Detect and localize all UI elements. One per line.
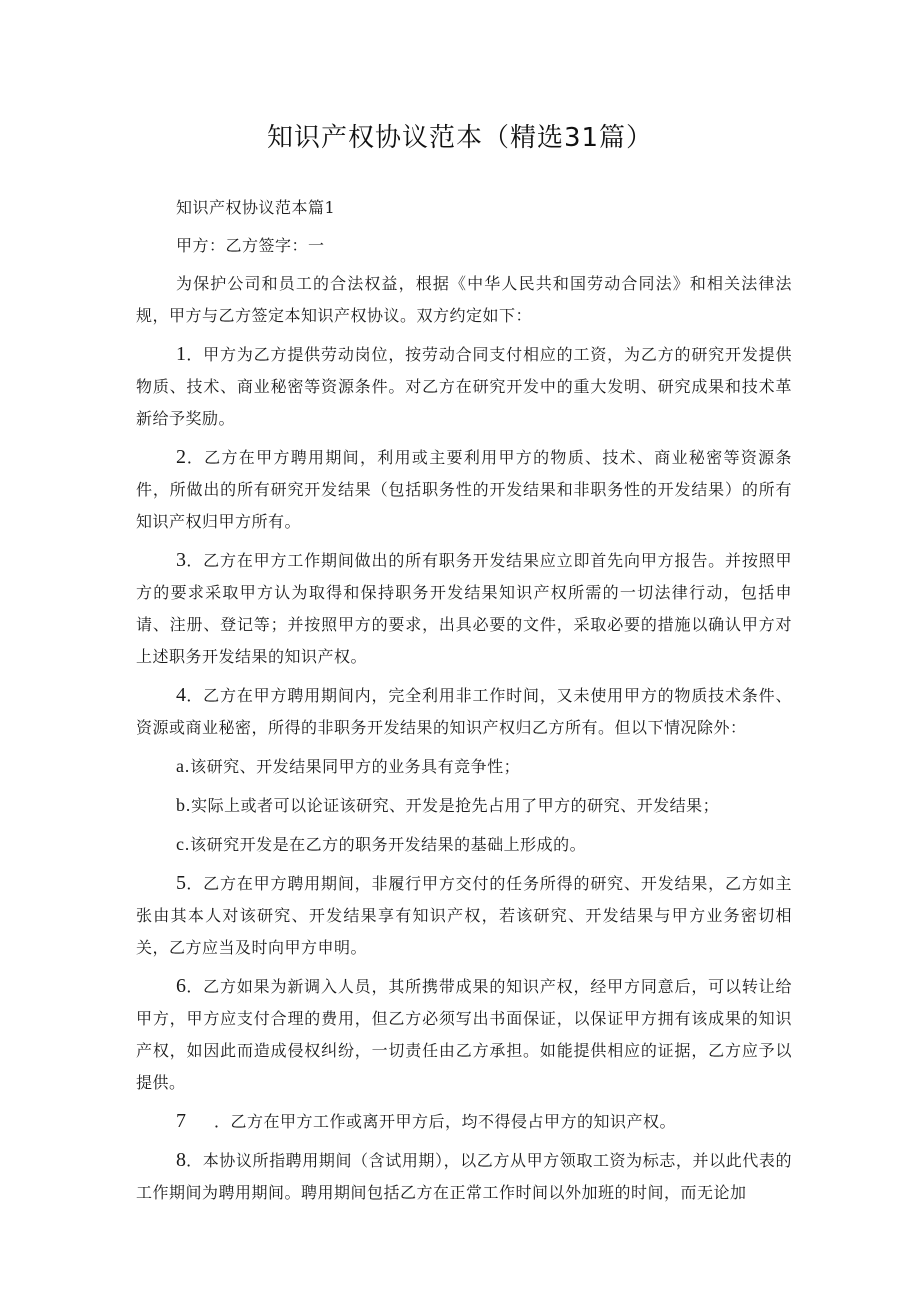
clause-text: ．乙方在甲方聘用期间，利用或主要利用甲方的物质、技术、商业秘密等资源条件，所做出的所有研究开发结果（包括职务性的开发结果和非职务性的开发结果）的所有知识产权归甲方所有。 (136, 448, 792, 531)
clause-number: 4 (176, 684, 186, 706)
sub-item-label: b (176, 795, 186, 815)
section-heading: 知识产权协议范本篇1 (176, 198, 336, 217)
clause-3 (136, 544, 792, 673)
sub-item-label: c (176, 834, 185, 854)
clause-6 (136, 970, 792, 1099)
clause-text: ．乙方如果为新调入人员，其所携带成果的知识产权，经甲方同意后，可以转让给甲方，甲方应支付合理的费用，但乙方必须写出书面保证，以保证甲方拥有该成果的知识产权，如因此而造成侵权纠纷，一切责任由乙方承担。如能提供相应的证据，乙方应予以提供。 (136, 977, 792, 1092)
clause-4 (136, 679, 792, 744)
intro-paragraph: 为保护公司和员工的合法权益，根据《中华人民共和国劳动合同法》和相关法律法规，甲方与乙方签定本知识产权协议。双方约定如下： (136, 274, 792, 325)
clause-number: 6 (176, 975, 186, 997)
clause-number: 2 (176, 446, 186, 468)
sub-item-a (136, 750, 792, 783)
clause-text: ．本协议所指聘用期间（含试用期），以乙方从甲方领取工资为标志，并以此代表的工作期间为聘用期间。聘用期间包括乙方在正常工作时间以外加班的时间，而无论加 (136, 1151, 792, 1202)
document-body (136, 192, 792, 1215)
clause-8 (136, 1144, 792, 1209)
sub-item-text: .该研究开发是在乙方的职务开发结果的基础上形成的。 (184, 835, 587, 854)
sub-item-b (136, 789, 792, 822)
clause-text: ．乙方在甲方工作期间做出的所有职务开发结果应立即首先向甲方报告。并按照甲方的要求采取甲方认为取得和保持职务开发结果知识产权所需的一切法律行动，包括申请、注册、登记等；并按照甲方的要求，出具必要的文件，采取必要的措施以确认甲方对上述职务开发结果的知识产权。 (136, 551, 792, 666)
clause-1 (136, 338, 792, 435)
clause-text: ．乙方在甲方工作或离开甲方后，均不得侵占甲方的知识产权。 (214, 1112, 677, 1131)
sub-item-c (136, 828, 792, 861)
clause-7 (136, 1105, 792, 1138)
clause-5 (136, 867, 792, 964)
clause-text: ．乙方在甲方聘用期间内，完全利用非工作时间，又未使用甲方的物质技术条件、资源或商业秘密，所得的非职务开发结果的知识产权归乙方所有。但以下情况除外： (136, 686, 792, 737)
signature-line: 甲方：乙方签字：一 (176, 236, 325, 255)
clause-text: ．甲方为乙方提供劳动岗位，按劳动合同支付相应的工资，为乙方的研究开发提供物质、技术、商业秘密等资源条件。对乙方在研究开发中的重大发明、研究成果和技术革新给予奖励。 (136, 345, 792, 428)
clause-number: 7 (176, 1110, 186, 1132)
clause-number: 5 (176, 872, 186, 894)
clause-number: 3 (176, 549, 186, 571)
clause-2 (136, 441, 792, 538)
clause-number: 1 (176, 343, 186, 365)
document-title: 知识产权协议范本（精选31篇） (266, 123, 654, 153)
sub-item-label: a (176, 756, 185, 776)
clause-text: ．乙方在甲方聘用期间，非履行甲方交付的任务所得的研究、开发结果，乙方如主张由其本人对该研究、开发结果享有知识产权，若该研究、开发结果与甲方业务密切相关，乙方应当及时向甲方申明。 (136, 874, 792, 957)
clause-number: 8 (176, 1149, 186, 1171)
sub-item-text: .实际上或者可以论证该研究、开发是抢先占用了甲方的研究、开发结果； (185, 796, 720, 815)
sub-item-text: .该研究、开发结果同甲方的业务具有竞争性； (184, 757, 521, 776)
